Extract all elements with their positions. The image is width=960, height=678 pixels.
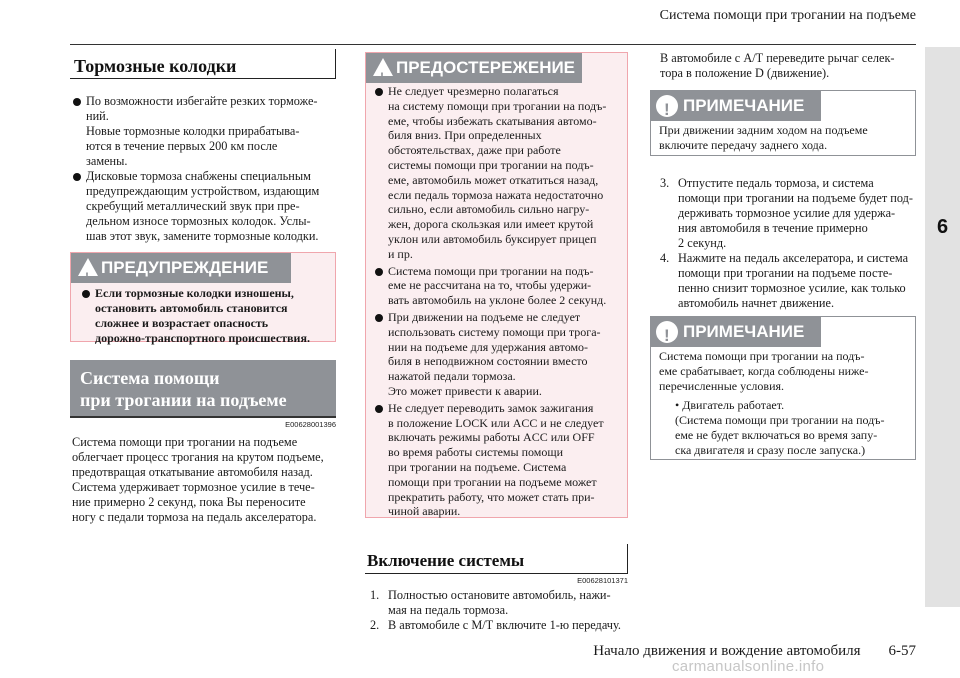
note-box (650, 316, 916, 460)
section-title-hill-start (70, 360, 336, 416)
list-item (72, 169, 338, 244)
text-line: нии на подъеме для удержания автомо- (388, 339, 589, 354)
text-line: 2 секунд. (678, 236, 727, 250)
text-line: держивать тормозное усилие для удержа- (678, 206, 896, 220)
text-line: сильно, если автомобиль сильно нагру- (388, 202, 590, 217)
text-line: во время работы системы помощи (388, 445, 564, 460)
warning-triangle-icon (78, 258, 98, 276)
right-intro-text (660, 51, 916, 81)
sub-condition (659, 398, 911, 458)
note-box-header (651, 91, 821, 121)
brake-pads-list (72, 94, 338, 244)
title-line: при трогании на подъеме (80, 390, 287, 410)
text-line: помощи при трогании на подъеме посте- (678, 266, 893, 280)
text-line: еме, автомобиль может откатиться назад, (388, 172, 599, 187)
step-item (370, 588, 628, 618)
text-line: включать режимы работы ACC или OFF (388, 430, 595, 445)
activation-steps-continued (660, 176, 916, 311)
text-line: включите передачу заднего хода. (659, 138, 828, 152)
text-line: еме срабатывает, когда соблюдены ниже- (659, 364, 869, 378)
note-info-icon (656, 95, 678, 117)
note-title: ПРИМЕЧАНИЕ (683, 322, 805, 341)
bullet-icon (375, 268, 383, 276)
text-line: замены. (86, 154, 128, 168)
note-box-header (651, 317, 821, 347)
text-line: автомобиль начнет движение. (678, 296, 835, 310)
text-line: биля вниз. При определенных (388, 128, 542, 143)
step-item (370, 618, 628, 633)
text-line: Новые тормозные колодки прирабатыва- (86, 124, 300, 138)
list-item (374, 264, 624, 308)
bullet-icon (375, 88, 383, 96)
step-item (660, 251, 916, 311)
text-line: При движении задним ходом на подъеме (659, 123, 868, 137)
note-box (650, 90, 916, 156)
step-number: 3. (660, 176, 670, 190)
text-line: Полностью остановите автомобиль, нажи- (388, 588, 611, 602)
text-line: и пр. (388, 246, 413, 261)
text-line: сложнее и возрастает опасность (95, 316, 269, 330)
text-line: ска двигателя и сразу после запуска.) (675, 443, 866, 457)
list-item (374, 310, 624, 399)
header-rule (70, 44, 916, 45)
text-line: Система помощи при трогании на подъ- (388, 263, 594, 278)
list-item (374, 84, 624, 262)
text-line: скребущий металлический звук при пре- (86, 199, 300, 213)
text-line: В автомобиле с А/Т переведите рычаг селек- (660, 51, 895, 65)
text-line: Нажмите на педаль акселератора, и система (678, 251, 909, 265)
text-line: помощи при трогании на подъеме может (388, 474, 597, 489)
text-line: Если тормозные колодки изношены, (95, 286, 294, 300)
text-line: ний. (86, 109, 109, 123)
text-line: биля в неподвижном состоянии вместо (388, 354, 588, 369)
text-line: тора в положение D (движение). (660, 66, 830, 80)
text-line: перечисленные условия. (659, 379, 785, 393)
note-info-icon (656, 321, 678, 343)
text-line: прекратить работу, что может стать при- (388, 489, 595, 504)
title-line: Система помощи (80, 368, 220, 388)
text-line: Не следует чрезмерно полагаться (388, 84, 559, 98)
step-number: 1. (370, 588, 380, 602)
list-item (81, 286, 331, 346)
watermark: carmanualsonline.info (672, 658, 825, 675)
text-line: ния автомобиля в течение примерно (678, 221, 868, 235)
text-line: остановить автомобиль становится (95, 301, 288, 315)
note-text (659, 123, 911, 153)
text-line: Это может привести к аварии. (388, 383, 542, 398)
section-code: E00628001396 (285, 420, 336, 429)
text-line: В автомобиле с М/Т включите 1-ю передачу. (388, 618, 621, 632)
text-line: Отпустите педаль тормоза, и система (678, 176, 874, 190)
text-line: при трогании на подъеме. Система (388, 459, 567, 474)
hill-start-paragraph (72, 435, 338, 525)
section-rule (70, 416, 336, 418)
text-line: нажатой педали тормоза. (388, 369, 516, 384)
warning-box-header (71, 253, 291, 283)
step-number: 4. (660, 251, 670, 265)
step-item (660, 176, 916, 251)
text-line: обстоятельствах, даже при работе (388, 143, 561, 158)
text-line: уклон или автомобиль буксирует прицеп (388, 231, 597, 246)
section-title-activation: Включение системы (365, 544, 628, 574)
text-line: По возможности избегайте резких торможе- (86, 94, 318, 108)
side-tab-strip (925, 47, 960, 607)
text-line: вать автомобиль на уклоне более 2 секунд. (388, 293, 607, 308)
step-number: 2. (370, 618, 380, 632)
warning-text (81, 286, 331, 346)
caution-box-header (366, 53, 582, 83)
list-item (659, 123, 911, 153)
text-line: дорожно-транспортного происшествия. (95, 331, 310, 345)
text-line: в положение LOCK или ACC и не следует (388, 415, 604, 430)
text-line: пенно снизит тормозное усилие, как только (678, 281, 906, 295)
text-line: еме не рассчитана на то, чтобы удержи- (388, 278, 592, 293)
text-line: ются в течение первых 200 км после (86, 139, 278, 153)
text-line: еме не будет включаться во время запу- (675, 428, 878, 442)
section-code: E00628101371 (577, 576, 628, 585)
text-line: шав этот звук, замените тормозные колодки. (86, 229, 319, 243)
activation-steps (370, 588, 628, 633)
bullet-icon (375, 314, 383, 322)
bullet-icon (375, 405, 383, 413)
text-line: Не следует переводить замок зажигания (388, 400, 594, 415)
text-line: использовать систему помощи при трога- (388, 324, 601, 339)
note-text (659, 349, 911, 458)
text-line: если педаль тормоза нажата недостаточно (388, 187, 604, 202)
warning-box (70, 252, 336, 345)
text-line: жен, дорога скользкая или имеет крутой (388, 217, 594, 232)
page-number: 6-57 (888, 643, 916, 659)
text-line: на систему помощи при трогании на подъ- (388, 98, 607, 113)
text-line: Система помощи при трогании на подъ- (659, 349, 865, 363)
warning-title: ПРЕДУПРЕЖДЕНИЕ (101, 258, 269, 277)
bullet-icon (82, 290, 90, 298)
bullet-icon (73, 98, 81, 106)
text-line: предотвращая откатывание автомобиля назад. (72, 465, 313, 479)
chapter-tab: 6 (925, 210, 960, 244)
text-line: (Система помощи при трогании на подъ- (675, 413, 885, 427)
text-line: предупреждающим устройством, издающим (86, 184, 320, 198)
text-line: помощи при трогании на подъеме будет под- (678, 191, 913, 205)
text-line: ние примерно 2 секунд, пока Вы переносите (72, 495, 306, 509)
list-item (72, 94, 338, 169)
caution-box (365, 52, 628, 518)
text-line: мая на педаль тормоза. (388, 603, 509, 617)
footer-chapter: Начало движения и вождение автомобиля (593, 643, 861, 659)
warning-triangle-icon (373, 58, 393, 76)
bullet-icon (73, 173, 81, 181)
text-line: системы помощи при трогании на подъ- (388, 157, 594, 172)
text-line: облегчает процесс трогания на крутом подъеме, (72, 450, 324, 464)
text-line: Система удерживает тормозное усилие в тече- (72, 480, 315, 494)
text-line: дельном износе тормозных колодок. Услы- (86, 214, 311, 228)
text-line: Дисковые тормоза снабжены специальным (86, 169, 311, 183)
list-item (659, 349, 911, 458)
text-line: Система помощи при трогании на подъеме (72, 435, 298, 449)
caution-title: ПРЕДОСТЕРЕЖЕНИЕ (396, 58, 576, 77)
caution-list (374, 84, 624, 521)
text-line: еме, чтобы избежать скатывания автомо- (388, 113, 597, 128)
page-header-title: Система помощи при трогании на подъеме (659, 8, 916, 23)
note-title: ПРИМЕЧАНИЕ (683, 96, 805, 115)
text-line: При движении на подъеме не следует (388, 309, 581, 324)
section-title-brake-pads: Тормозные колодки (70, 49, 336, 79)
text-line: • Двигатель работает. (675, 398, 785, 412)
text-line: ногу с педали тормоза на педаль акселератора. (72, 510, 317, 524)
text-line: чиной аварии. (388, 504, 461, 519)
list-item (374, 401, 624, 519)
